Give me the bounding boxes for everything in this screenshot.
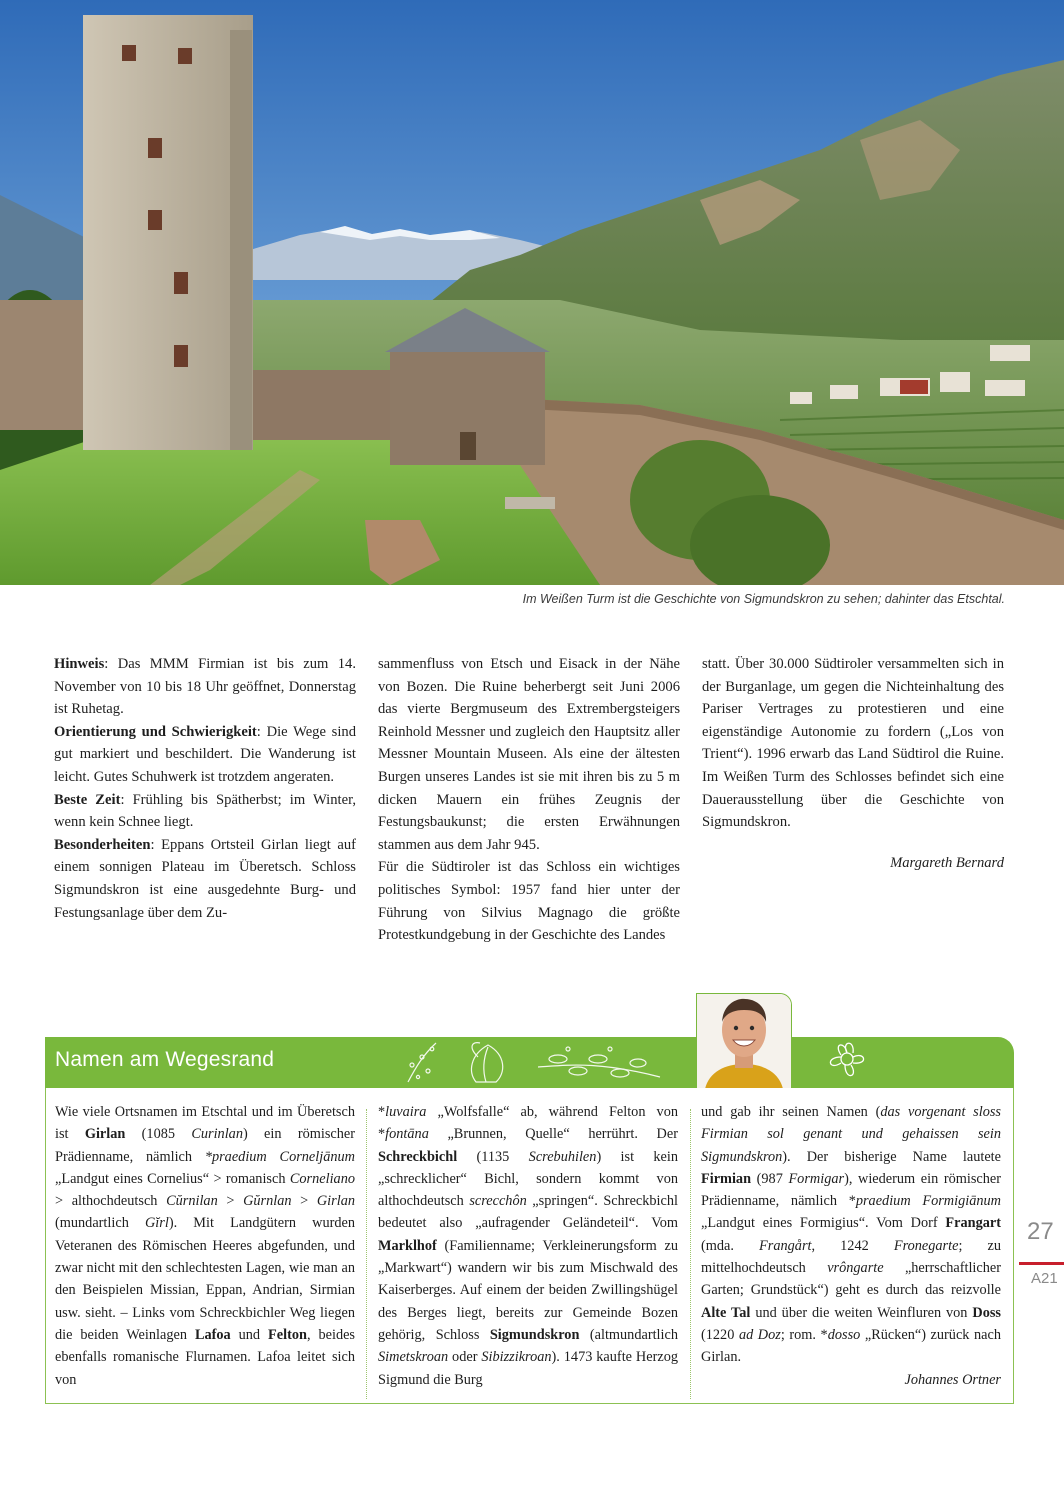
place-name: Firmian [701,1170,752,1187]
historic-form: vrôngarte [827,1260,884,1277]
text-run: ), wiederum ein römischer Prädienname, nämlich * [701,1170,1001,1210]
article-paragraph: statt. Über 30.000 Südtiroler versammelten sich in der Burganlage, um gegen die Nichteinhaltung des Pariser Vertrages zu protestieren und eine eigenständige Autonomie zu fordern („Los von Trient“). 1996 erwarb das Land Südtirol die Ruine. Im Weißen Turm des Schlosses befindet sich eine Dauerausstellung über die Geschichte von Sigmundskron. [702,656,1004,831]
historic-form: ad Doz [738,1326,781,1343]
column-divider [366,1109,367,1399]
text-run: ). 1473 kaufte Herzog Sigmund die Burg [378,1349,678,1388]
text-run: „Brunnen, Quelle“ herrührt. Der [428,1126,678,1143]
text-run: „Rücken“) zurück nach Girlan. [701,1326,1002,1366]
historic-form: Curinlan [191,1126,243,1143]
place-name: Girlan [84,1126,126,1143]
historic-form: Cŭrnilan [166,1193,218,1210]
text-run: ). Mit Landgütern wurden Veteranen des Römischen Heeres abgefunden, und zwar nicht mit den schlechtesten Lagen, wie man an den Beispielen Missian, Eppan, Andrian, Sirmian usw. sieht. – Links vom Schreckbichler Weg liegen die beiden Weinlagen [55,1215,355,1343]
historic-form: Corneliano [289,1170,355,1187]
text-run: und über die weiten Weinfluren von [750,1304,973,1321]
author-portrait [696,993,792,1089]
text-run: oder [448,1349,482,1366]
hero-photo [0,0,1064,585]
text-run: und [230,1326,269,1343]
place-name: Marklhof [378,1237,437,1254]
portrait-illustration [697,994,791,1089]
article-author: Margareth Bernard [890,855,1004,871]
info-label: Hinweis [54,656,105,672]
historic-form: Screbuhilen [528,1148,597,1165]
box-column-1 [55,1101,355,1391]
text-run: > [291,1193,317,1210]
box-paragraph [378,1101,678,1391]
info-besonderheiten [54,834,356,924]
article-column-2 [378,653,680,947]
historic-form: *praedium Corneljānum [204,1148,355,1165]
info-orientierung [54,721,356,789]
column-divider [690,1109,691,1399]
place-name: Felton [268,1326,307,1343]
historic-form: praedium Formigiānum [855,1193,1001,1210]
historic-form: das vorgenant sloss Firmian sol genant und gehaissen sein Sigmundskron [701,1104,1001,1165]
text-run: (altmundartlich [579,1326,678,1343]
page-code: A21 [1031,1270,1058,1287]
text-run: und gab ihr seinen Namen ( [701,1104,881,1120]
box-column-3 [701,1101,1001,1391]
historic-form: Gŭrnlan [243,1193,292,1210]
historic-form: screcchôn [469,1193,527,1210]
historic-form: luvaira [385,1104,427,1120]
historic-form: fontāna [385,1126,429,1143]
text-run: (1085 [125,1126,192,1143]
box-paragraph [55,1101,355,1391]
box-column-2 [378,1101,678,1391]
text-run: ) ist kein „schrecklicher“ Bichl, sondern kommt von althochdeutsch [378,1148,678,1210]
text-run: Wie viele Ortsnamen im Etschtal und im Überetsch ist [55,1104,355,1143]
text-run: , 1242 [811,1237,894,1254]
place-name: Doss [972,1304,1001,1321]
historic-form: Sibizzikroan [481,1349,552,1366]
text-run: „Landgut eines Cornelius“ > romanisch [55,1170,290,1187]
info-beste-zeit [54,789,356,834]
text-run: (Familienname; Verkleinerungsform zu „Markwart“) wandern wir bis zum Mischwald des Kaiserberges. Auf einem der beiden Zwillingshügel des Berges liegt, bereits zur Gemeinde Bozen gehörig, Schloss [378,1237,678,1343]
place-name: Lafoa [194,1326,231,1343]
historic-form: Girlan [316,1193,355,1210]
flower-icon [815,1037,885,1088]
historic-form: Simetskroan [378,1349,449,1366]
historic-form: Formigar [788,1170,845,1187]
text-run: ) ein römischer Prädienname, nämlich [55,1126,355,1165]
text-run: > althochdeutsch [55,1193,167,1210]
info-text: : Das MMM Firmian ist bis zum 14. November von 10 bis 18 Uhr geöffnet, Donnerstag ist Ruhetag. [54,656,356,718]
text-run: „springen“. Schreckbichl bedeutet also „aufragender Geländeteil“. Vom [378,1193,678,1232]
historic-form: Gĭrl [144,1215,169,1232]
article-column-1 [54,653,356,924]
photo-caption: Im Weißen Turm ist die Geschichte von Sigmundskron zu sehen; dahinter das Etschtal. [522,592,1005,606]
text-run: (1135 [457,1148,529,1165]
place-name: Frangart [945,1215,1001,1232]
text-run: ; rom. * [780,1326,828,1343]
info-text: : Die Wege sind gut markiert und beschildert. Die Wanderung ist leicht. Gutes Schuhwerk ist trotzdem angeraten. [54,723,357,785]
page-number: 27 [1027,1218,1054,1245]
info-hinweis [54,653,356,721]
article-column-3 [702,653,1004,871]
info-label: Besonderheiten [54,836,151,853]
historic-form: Frangårt [759,1237,812,1254]
box-title: Namen am Wegesrand [55,1048,275,1071]
historic-form: Fronegarte [893,1237,959,1254]
text-run: (987 [751,1170,789,1187]
info-label: Beste Zeit [54,791,121,808]
box-body [45,1088,1014,1404]
place-name: Sigmundskron [489,1326,580,1343]
text-run: ; zu mittelhochdeutsch [701,1237,1001,1277]
text-run: (mundartlich [55,1215,145,1232]
text-run: „Wolfsfalle“ ab, während Felton von * [378,1104,678,1143]
text-run: ). Der bisherige Name lautete [782,1148,1001,1165]
text-run: > [217,1193,244,1210]
article-paragraph: sammenfluss von Etsch und Eisack in der Nähe von Bozen. Die Ruine beherbergt seit Juni 2006 das vierte Bergmuseum des Extrembergsteigers Reinhold Messner und zugleich den Hauptsitz aller Messner Mountain Museen. Als eine der ältesten Burgen unseres Landes ist sie mit ihren bis zu 5 m dicken Mauern ein frühes Zeugnis der Festungsbaukunst; die ersten Erwähnungen stammen aus dem Jahr 945. [378,656,680,853]
box-paragraph [701,1101,1001,1369]
text-run: „Landgut eines Formigius“. Vom Dorf [701,1215,946,1232]
castle-landscape-illustration [0,0,1064,585]
article-paragraph: Für die Südtiroler ist das Schloss ein wichtiges politisches Symbol: 1957 fand hier unter der Führung von Silvius Magnago die größte Protestkundgebung in der Geschichte des Landes [378,859,680,944]
text-run: (mda. [701,1237,760,1254]
text-run: * [378,1104,386,1120]
box-author: Johannes Ortner [904,1371,1001,1388]
place-name: Schreckbichl [378,1148,458,1165]
text-run: , beides ebenfalls romanische Flurnamen. Lafoa leitet sich von [55,1326,355,1388]
info-text: : Frühling bis Spätherbst; im Winter, wenn kein Schnee liegt. [54,791,356,831]
text-run: „herrschaftlicher Garten; Grundstück“) geht es durch das reizvolle [701,1260,1001,1299]
place-name: Alte Tal [701,1304,751,1321]
info-text: : Eppans Ortsteil Girlan liegt auf einem sonnigen Plateau im Überetsch. Schloss Sigmundskron ist eine ausgedehnte Burg- und Festungsanlage über dem Zu- [54,836,356,921]
botanical-decoration-icon [398,1037,668,1088]
page-marker-rule [1019,1262,1064,1265]
historic-form: dosso [827,1326,861,1343]
info-label: Orientierung und Schwierigkeit [54,723,257,740]
text-run: (1220 [701,1326,739,1343]
